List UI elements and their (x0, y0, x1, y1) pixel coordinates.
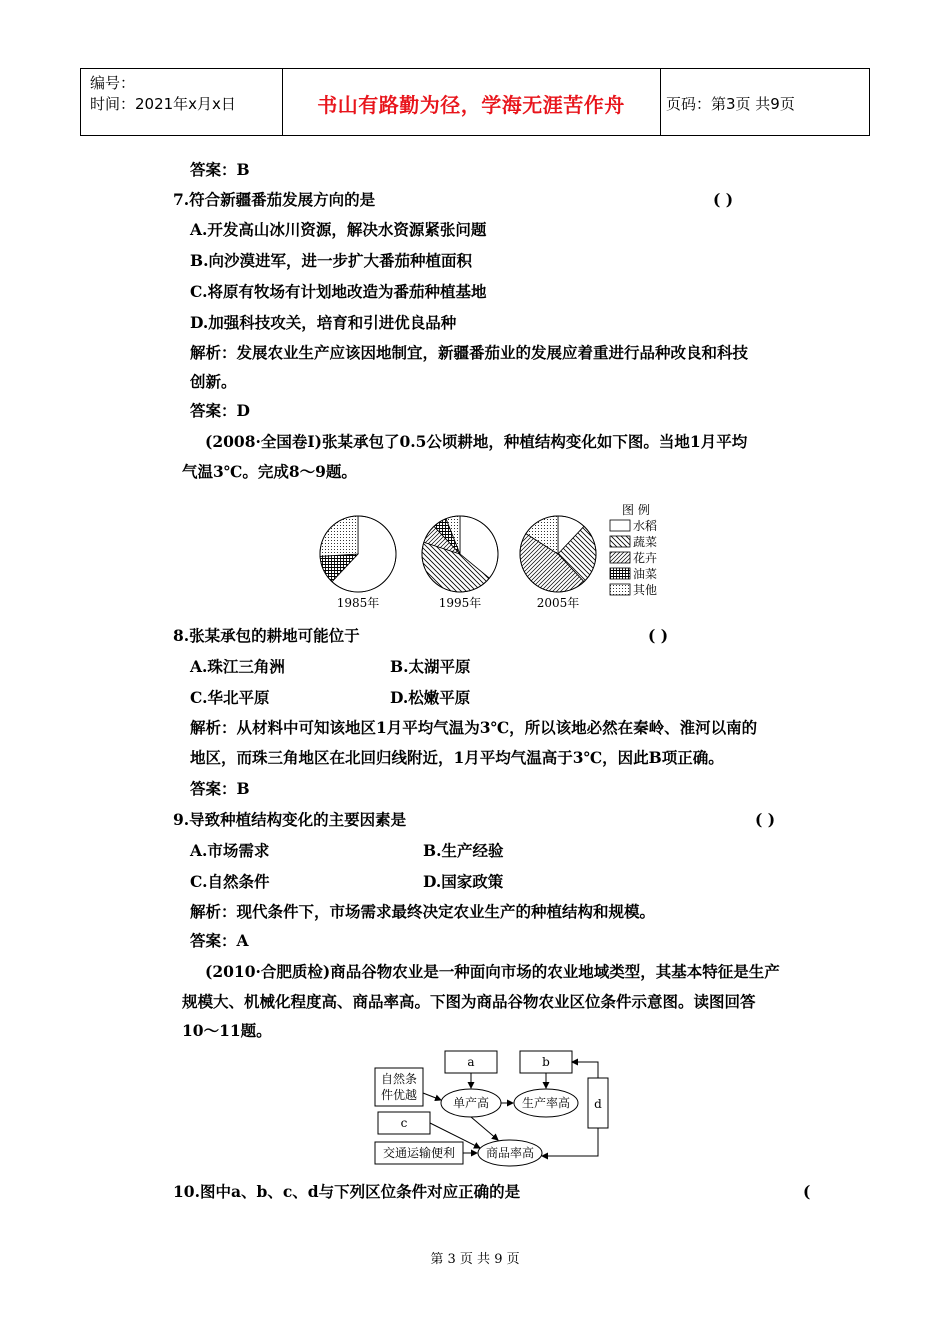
grain-farming-location-diagram (370, 1048, 620, 1168)
intro2-line1 (205, 962, 780, 982)
q7-answer: 答案：D (190, 401, 250, 420)
q7-analysis-line2: 创新。 (190, 372, 237, 391)
legend-label-flower: 花卉 (633, 551, 658, 565)
box-a-label: a (467, 1055, 475, 1069)
box-b-label: b (542, 1055, 550, 1069)
yield-label: 单产高 (452, 1096, 490, 1110)
box-d-label: d (594, 1097, 602, 1111)
q10-paren: ( (803, 1182, 811, 1201)
commodity-label: 商品率高 (485, 1146, 535, 1160)
legend-label-other: 其他 (633, 583, 658, 597)
box-c-label: c (400, 1116, 408, 1130)
header-date: 时间：2021年x月x日 (90, 95, 236, 113)
legend-title: 图 例 (622, 503, 650, 517)
q9-paren: ( ) (755, 810, 776, 829)
q9-option-a: A.市场需求 (190, 841, 270, 860)
q10-stem: 10.图中a、b、c、d与下列区位条件对应正确的是 (173, 1182, 521, 1201)
q8-option-c: C.华北平原 (190, 688, 270, 707)
legend-swatch-rice (610, 520, 630, 531)
q9-option-c: C.自然条件 (190, 872, 270, 891)
q9-analysis: 解析：现代条件下，市场需求最终决定农业生产的种植结构和规模。 (190, 902, 656, 921)
q9-option-d: D.国家政策 (423, 872, 504, 891)
pie-1-year-label: 1985年 (336, 596, 380, 610)
page-header (80, 68, 870, 136)
productivity-label: 生产率高 (521, 1096, 571, 1110)
intro2-line2: 规模大、机械化程度高、商品率高。下图为商品谷物农业区位条件示意图。读图回答 (182, 992, 756, 1011)
q8-paren: ( ) (648, 626, 669, 645)
legend-label-rice: 水稻 (633, 519, 658, 533)
q8-option-d: D.松嫩平原 (390, 688, 471, 707)
pie-2 (422, 516, 498, 610)
legend-swatch-other (610, 584, 630, 595)
intro2-text1: 商品谷物农业是一种面向市场的农业地域类型，其基本特征是生产 (330, 962, 780, 981)
q9-answer: 答案：A (190, 931, 249, 950)
q8-analysis-line1: 解析：从材料中可知该地区1月平均气温为3℃，所以该地必然在秦岭、淮河以南的 (190, 718, 758, 737)
intro1-source: (2008·全国卷Ⅰ) (205, 432, 322, 451)
q8-option-a: A.珠江三角洲 (190, 657, 285, 676)
legend-swatch-vegetable (610, 536, 630, 547)
legend-swatch-rapeseed (610, 568, 630, 579)
transport-label: 交通运输便利 (382, 1146, 456, 1160)
pie-3 (520, 516, 596, 610)
header-page-number: 页码：第3页 共9页 (666, 95, 795, 113)
q7-option-b: B.向沙漠进军，进一步扩大番茄种植面积 (190, 251, 472, 270)
intro1-text1: 张某承包了0.5公顷耕地，种植结构变化如下图。当地1月平均 (321, 432, 748, 451)
pie-1 (320, 516, 396, 610)
header-motto: 书山有路勤为径，学海无涯苦作舟 (317, 93, 625, 117)
q7-option-a: A.开发高山冰川资源，解决水资源紧张问题 (190, 220, 487, 239)
natural-line2: 件优越 (380, 1088, 418, 1102)
q7-option-c: C.将原有牧场有计划地改造为番茄种植基地 (190, 282, 487, 301)
intro1-line1 (205, 432, 747, 452)
q7-paren: ( ) (713, 190, 734, 209)
q7-analysis-line1: 解析：发展农业生产应该因地制宜，新疆番茄业的发展应着重进行品种改良和科技 (190, 343, 749, 362)
page-footer: 第 3 页 共 9 页 (430, 1252, 520, 1267)
q6-answer: 答案：B (190, 160, 250, 179)
pie-charts (320, 516, 596, 610)
pie-3-year-label: 2005年 (536, 596, 580, 610)
q8-stem: 8.张某承包的耕地可能位于 (173, 626, 360, 645)
pie-2-year-label: 1995年 (438, 596, 482, 610)
intro2-line3: 10～11题。 (182, 1021, 272, 1040)
legend-label-rapeseed: 油菜 (633, 567, 658, 581)
q9-stem: 9.导致种植结构变化的主要因素是 (173, 810, 407, 829)
q7-option-d: D.加强科技攻关，培育和引进优良品种 (190, 313, 457, 332)
q7-stem: 7.符合新疆番茄发展方向的是 (173, 190, 376, 209)
header-number: 编号： (90, 74, 136, 92)
legend-label-vegetable: 蔬菜 (633, 535, 658, 549)
intro2-source: (2010·合肥质检) (205, 962, 331, 981)
intro1-line2: 气温3℃。完成8～9题。 (182, 462, 357, 481)
planting-structure-figure (300, 500, 680, 615)
q8-answer: 答案：B (190, 779, 250, 798)
q8-analysis-line2: 地区，而珠三角地区在北回归线附近，1月平均气温高于3℃，因此B项正确。 (190, 748, 724, 767)
q8-option-b: B.太湖平原 (390, 657, 471, 676)
q9-option-b: B.生产经验 (423, 841, 504, 860)
header-divider-2 (660, 69, 661, 135)
pie-1-slice-other (320, 516, 358, 556)
legend-swatch-flower (610, 552, 630, 563)
header-border-right (869, 69, 870, 135)
header-border-left (80, 69, 81, 135)
natural-line1: 自然条 (380, 1072, 418, 1086)
pie-legend (610, 502, 657, 597)
header-meta (90, 73, 236, 115)
